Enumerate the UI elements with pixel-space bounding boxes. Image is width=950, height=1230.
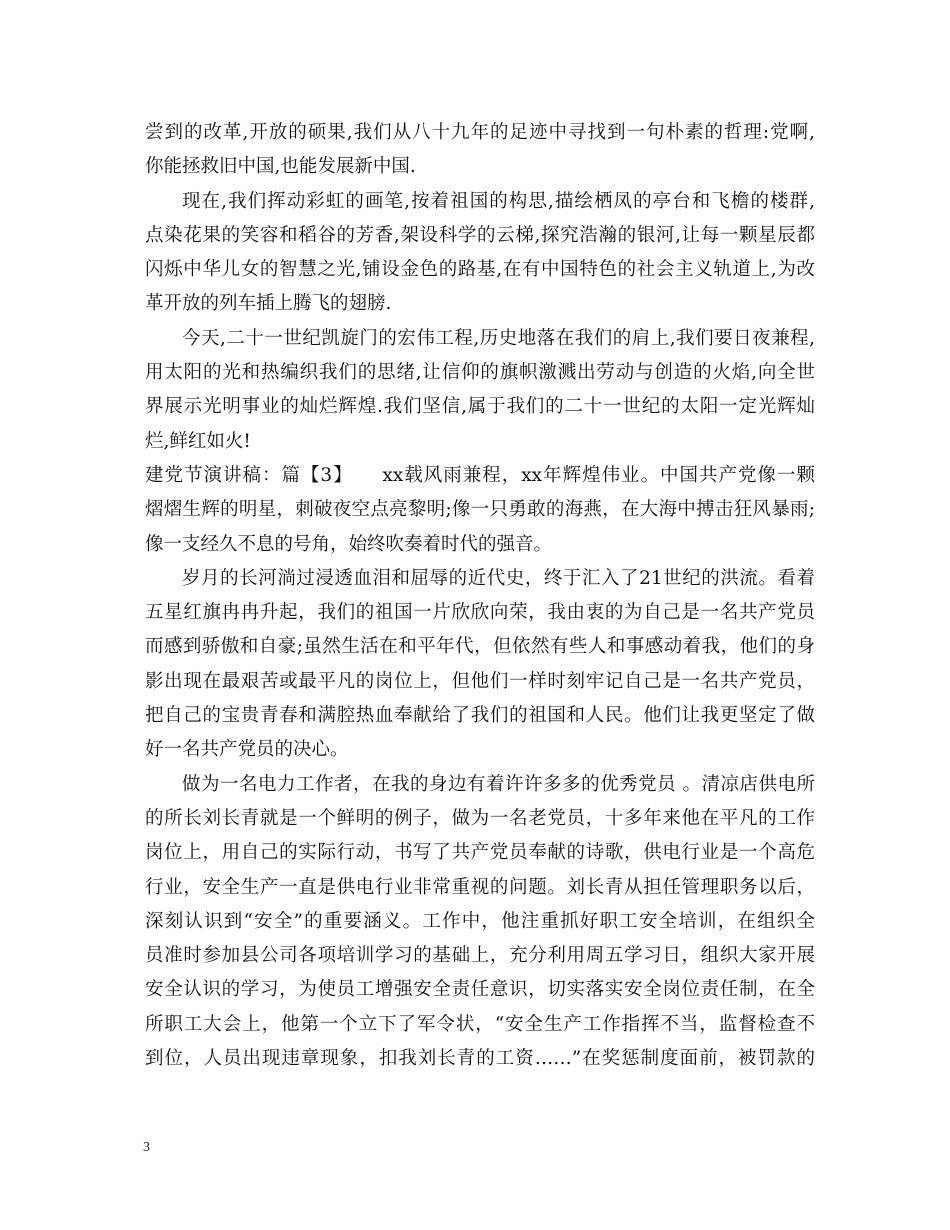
text-line: 熠熠生辉的明星，刺破夜空点亮黎明;像一只勇敢的海燕，在大海中搏击狂风暴雨;	[145, 499, 815, 521]
text-line: 烂,鲜红如火!	[145, 430, 251, 452]
text-line: 岗位上，用自己的实际行动，书写了共产党员奉献的诗歌，供电行业是一个高危	[145, 842, 815, 864]
text-line: 用太阳的光和热编织我们的思绪,让信仰的旗帜激溅出劳动与创造的火焰,向全世	[145, 362, 815, 384]
text-line: 安全认识的学习，为使员工增强安全责任意识，切实落实安全岗位责任制，在全	[145, 979, 815, 1001]
text-line: 革开放的列车插上腾飞的翅膀.	[145, 293, 392, 315]
page-number: 3	[143, 1140, 150, 1155]
text-line: 五星红旗冉冉升起，我们的祖国一片欣欣向荣，我由衷的为自己是一名共产党员	[145, 602, 815, 624]
text-line: 影出现在最艰苦或最平凡的岗位上，但他们一样时刻牢记自己是一名共产党员，	[145, 670, 815, 692]
text-line: 所职工大会上，他第一个立下了军令状，“安全生产工作指挥不当，监督检查不	[145, 1013, 815, 1035]
text-line: 闪烁中华儿女的智慧之光,铺设金色的路基,在有中国特色的社会主义轨道上,为改	[145, 259, 815, 281]
text-line: 今天,二十一世纪凯旋门的宏伟工程,历史地落在我们的肩上,我们要日夜兼程,	[182, 327, 815, 349]
text-line: 而感到骄傲和自豪;虽然生活在和平年代，但依然有些人和事感动着我，他们的身	[145, 636, 815, 658]
text-line: 深刻认识到“安全”的重要涵义。工作中，他注重抓好职工安全培训，在组织全	[145, 910, 815, 932]
text-line: 把自己的宝贵青春和满腔热血奉献给了我们的祖国和人民。他们让我更坚定了做	[145, 705, 815, 727]
text-line: 的所长刘长青就是一个鲜明的例子，做为一名老党员，十多年来他在平凡的工作	[145, 807, 815, 829]
text-line: 像一支经久不息的号角，始终吹奏着时代的强音。	[145, 533, 553, 555]
text-line: 到位，人员出现违章现象，扣我刘长青的工资……”在奖惩制度面前，被罚款的	[145, 1048, 815, 1070]
text-line: 员准时参加县公司各项培训学习的基础上，充分利用周五学习日，组织大家开展	[145, 945, 815, 967]
text-line: 界展示光明事业的灿烂辉煌.我们坚信,属于我们的二十一世纪的太阳一定光辉灿	[145, 396, 815, 418]
text-line: 点染花果的笑容和稻谷的芳香,架设科学的云梯,探究浩瀚的银河,让每一颗星辰都	[145, 224, 815, 246]
text-line: 岁月的长河淌过浸透血泪和屈辱的近代史，终于汇入了21世纪的洪流。看着	[182, 567, 815, 589]
text-line: 现在,我们挥动彩虹的画笔,按着祖国的构思,描绘栖凤的亭台和飞檐的楼群,	[182, 190, 815, 212]
text-line: 行业，安全生产一直是供电行业非常重视的问题。刘长青从担任管理职务以后，	[145, 876, 815, 898]
text-line: 你能拯救旧中国,也能发展新中国.	[145, 156, 416, 178]
text-line: 建党节演讲稿：篇【3】 xx载风雨兼程，xx年辉煌伟业。中国共产党像一颗	[145, 464, 815, 486]
text-line: 尝到的改革,开放的硕果,我们从八十九年的足迹中寻找到一句朴素的哲理:党啊,	[145, 122, 815, 143]
document-body	[145, 116, 815, 1076]
text-line: 做为一名电力工作者，在我的身边有着许许多多的优秀党员 。清凉店供电所	[182, 773, 815, 795]
text-line: 好一名共产党员的决心。	[145, 739, 349, 761]
